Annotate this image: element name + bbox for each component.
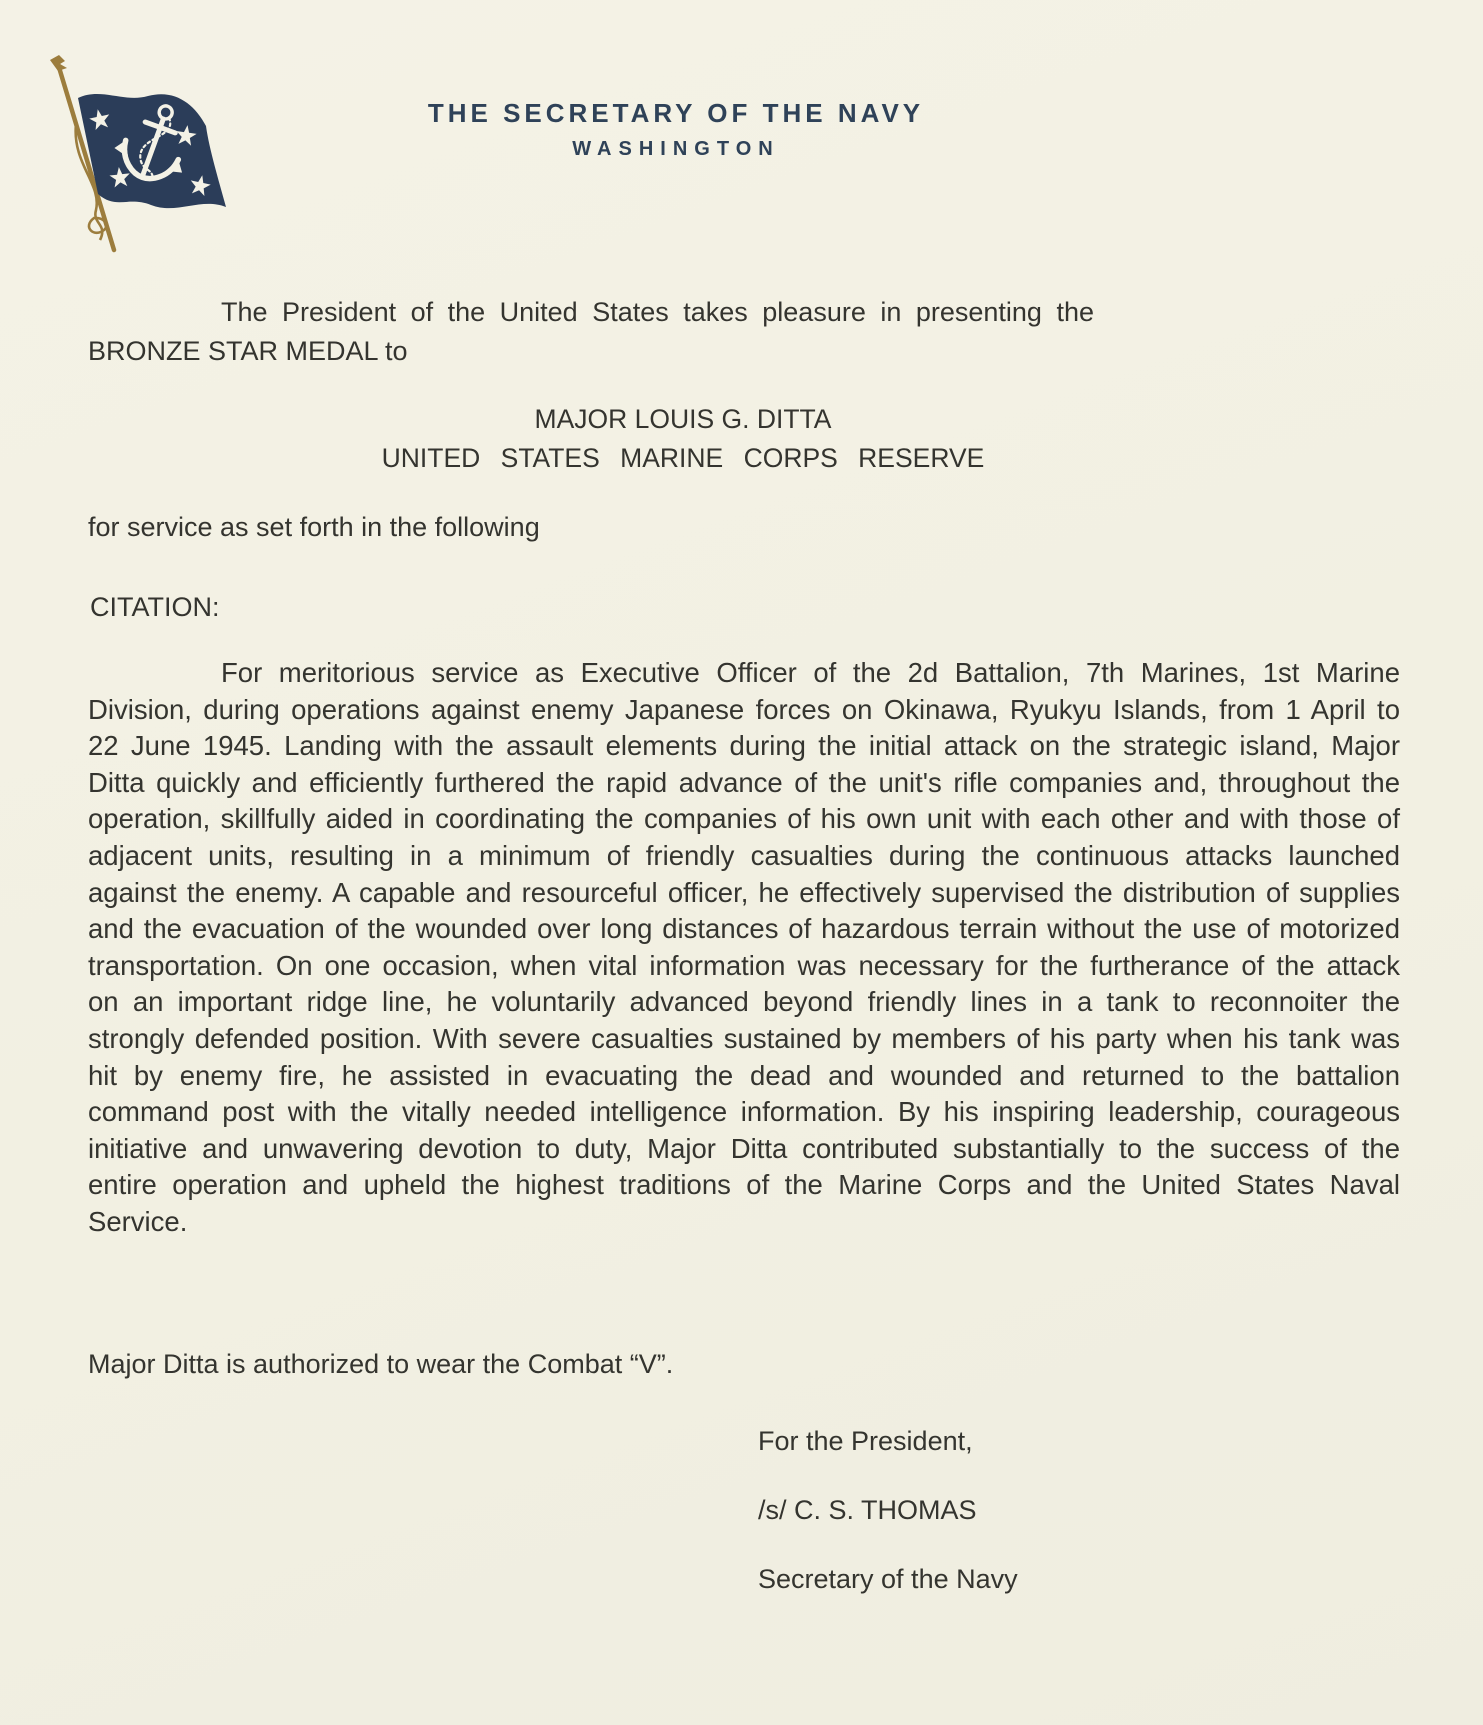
signature-block <box>758 1426 1018 1633</box>
combat-v-authorization: Major Ditta is authorized to wear the Combat “V”. <box>88 1349 674 1379</box>
recipient-name: MAJOR LOUIS G. DITTA <box>534 404 832 434</box>
letterhead-subtitle: WASHINGTON <box>572 138 780 160</box>
recipient-service: UNITED STATES MARINE CORPS RESERVE <box>381 443 985 473</box>
citation-label: CITATION: <box>90 592 220 622</box>
service-clause: for service as set forth in the following <box>88 512 540 542</box>
citation-body: For meritorious service as Executive Officer of the 2d Battalion, 7th Marines, 1st Marine Division, during operations against enemy Japanese forces on Okinawa, Ryukyu Islands, from 1 April to 22 June 1945. Landing with the assault elements during the initial attack on the strategic island, Major Ditta quickly and efficiently furthered the rapid advance of the unit's rifle companies and, throughout the operation, skillfully aided in coordinating the companies of his own unit with each other and with those of adjacent units, resulting in a minimum of friendly casualties during the continuous attacks launched against the enemy. A capable and resourceful officer, he effectively supervised the distribution of supplies and the evacuation of the wounded over long distances of hazardous terrain without the use of motorized transportation. On one occasion, when vital information was necessary for the furtherance of the attack on an important ridge line, he voluntarily advanced beyond friendly lines in a tank to reconnoiter the strongly defended position. With severe casualties sustained by members of his party when his tank was hit by enemy fire, he assisted in evacuating the dead and wounded and returned to the battalion command post with the vitally needed intelligence information. By his inspiring leadership, courageous initiative and unwavering devotion to duty, Major Ditta contributed substantially to the success of the entire operation and upheld the highest traditions of the Marine Corps and the United States Naval Service. <box>88 657 1400 1237</box>
letterhead <box>0 98 1352 161</box>
letterhead-title: THE SECRETARY OF THE NAVY <box>427 98 925 128</box>
signature-name: /s/ C. S. THOMAS <box>758 1495 977 1525</box>
signature-title: Secretary of the Navy <box>758 1564 1018 1594</box>
signature-for-line: For the President, <box>758 1426 973 1456</box>
award-name-line: BRONZE STAR MEDAL to <box>88 335 408 366</box>
opening-line: The President of the United States takes pleasure in presenting the <box>221 297 1094 327</box>
recipient-block <box>0 400 1366 478</box>
opening-statement <box>88 293 1128 370</box>
